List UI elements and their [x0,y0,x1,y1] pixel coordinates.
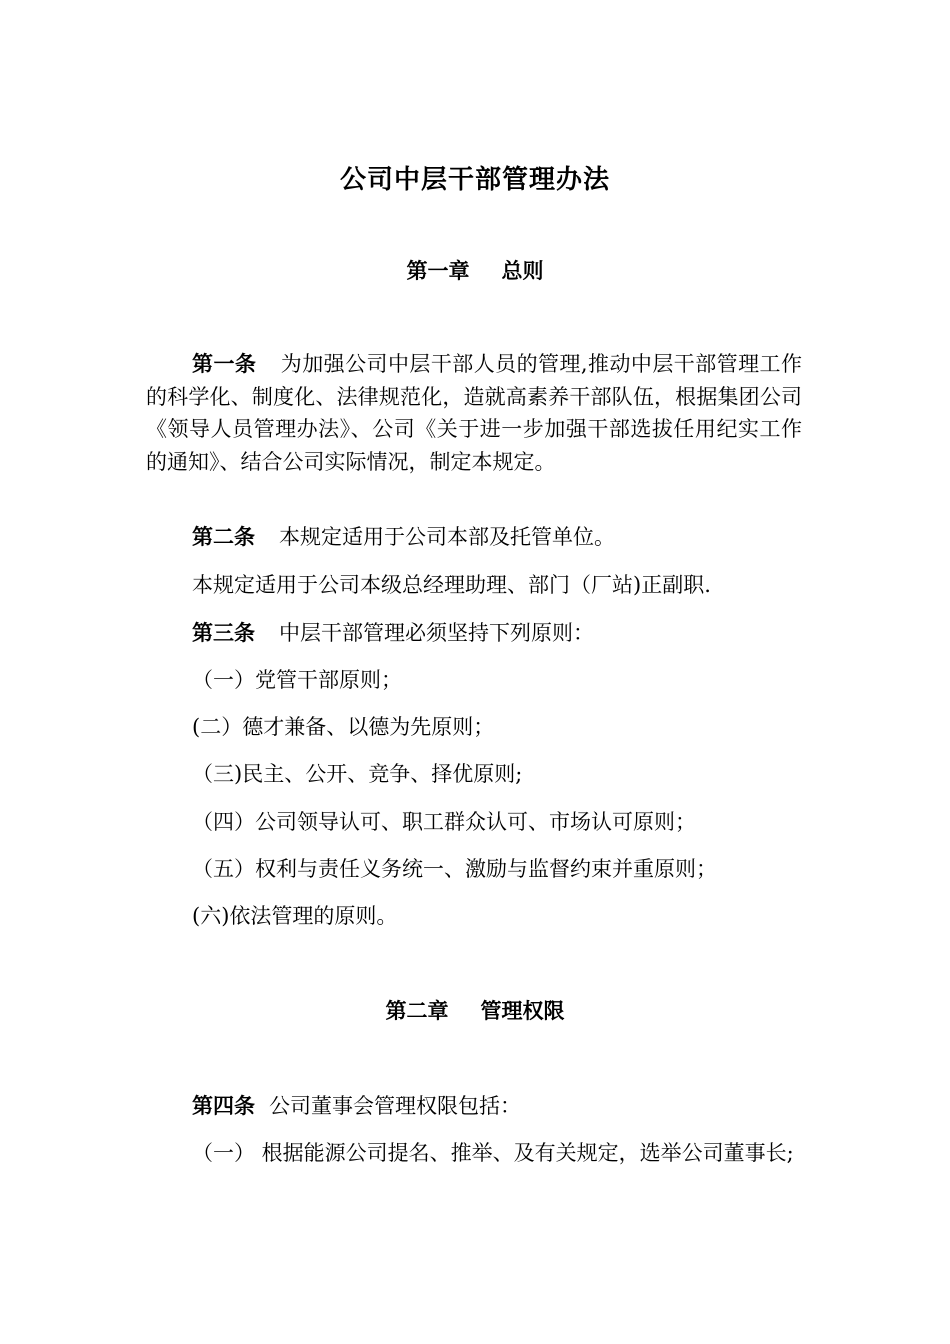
chapter-1-label: 第一章 [406,258,470,283]
chapter-2-heading [0,996,950,1026]
article-1-paragraph [146,348,802,478]
article-3-item-3: （三)民主、公开、竞争、择优原则; [192,762,523,786]
article-4-text: 公司董事会管理权限包括： [269,1094,521,1118]
article-3-item-6: (六)依法管理的原则。 [192,904,398,928]
article-3-label: 第三条 [192,620,255,645]
document-title: 公司中层干部管理办法 [339,165,610,195]
article-3-item-5: （五）权利与责任义务统一、激励与监督约束并重原则； [192,857,717,881]
article-1-label: 第一条 [192,351,257,376]
article-3-text: 中层干部管理必须坚持下列原则： [279,621,594,645]
article-2-paragraph [192,521,615,553]
chapter-2-label: 第二章 [385,998,449,1023]
chapter-2-name: 管理权限 [480,998,565,1023]
article-4-label: 第四条 [192,1093,255,1118]
article-4-item-1: （一） 根据能源公司提名、推举、及有关规定，选举公司董事长; [192,1141,794,1165]
chapter-1-name: 总则 [501,258,544,283]
article-3-item-2: (二）德才兼备、以德为先原则； [192,715,495,739]
chapter-1-heading [0,256,950,286]
article-2-extra: 本规定适用于公司本级总经理助理、部门（厂站)正副职. [192,573,711,597]
article-4-paragraph [192,1090,521,1122]
article-3-paragraph [192,617,594,649]
article-3-item-1: （一）党管干部原则； [192,668,402,692]
article-2-label: 第二条 [192,524,255,549]
article-3-item-4: （四）公司领导认可、职工群众认可、市场认可原则； [192,810,696,834]
article-1-text: 为加强公司中层干部人员的管理,推动中层干部管理工作的科学化、制度化、法律规范化，造就高素养干部队伍，根据集团公司《领导人员管理办法》、公司《关于进一步加强干部选拔任用纪实工作的通知》、结合公司实际情况，制定本规定。 [146,352,802,474]
article-2-text: 本规定适用于公司本部及托管单位。 [279,525,615,549]
